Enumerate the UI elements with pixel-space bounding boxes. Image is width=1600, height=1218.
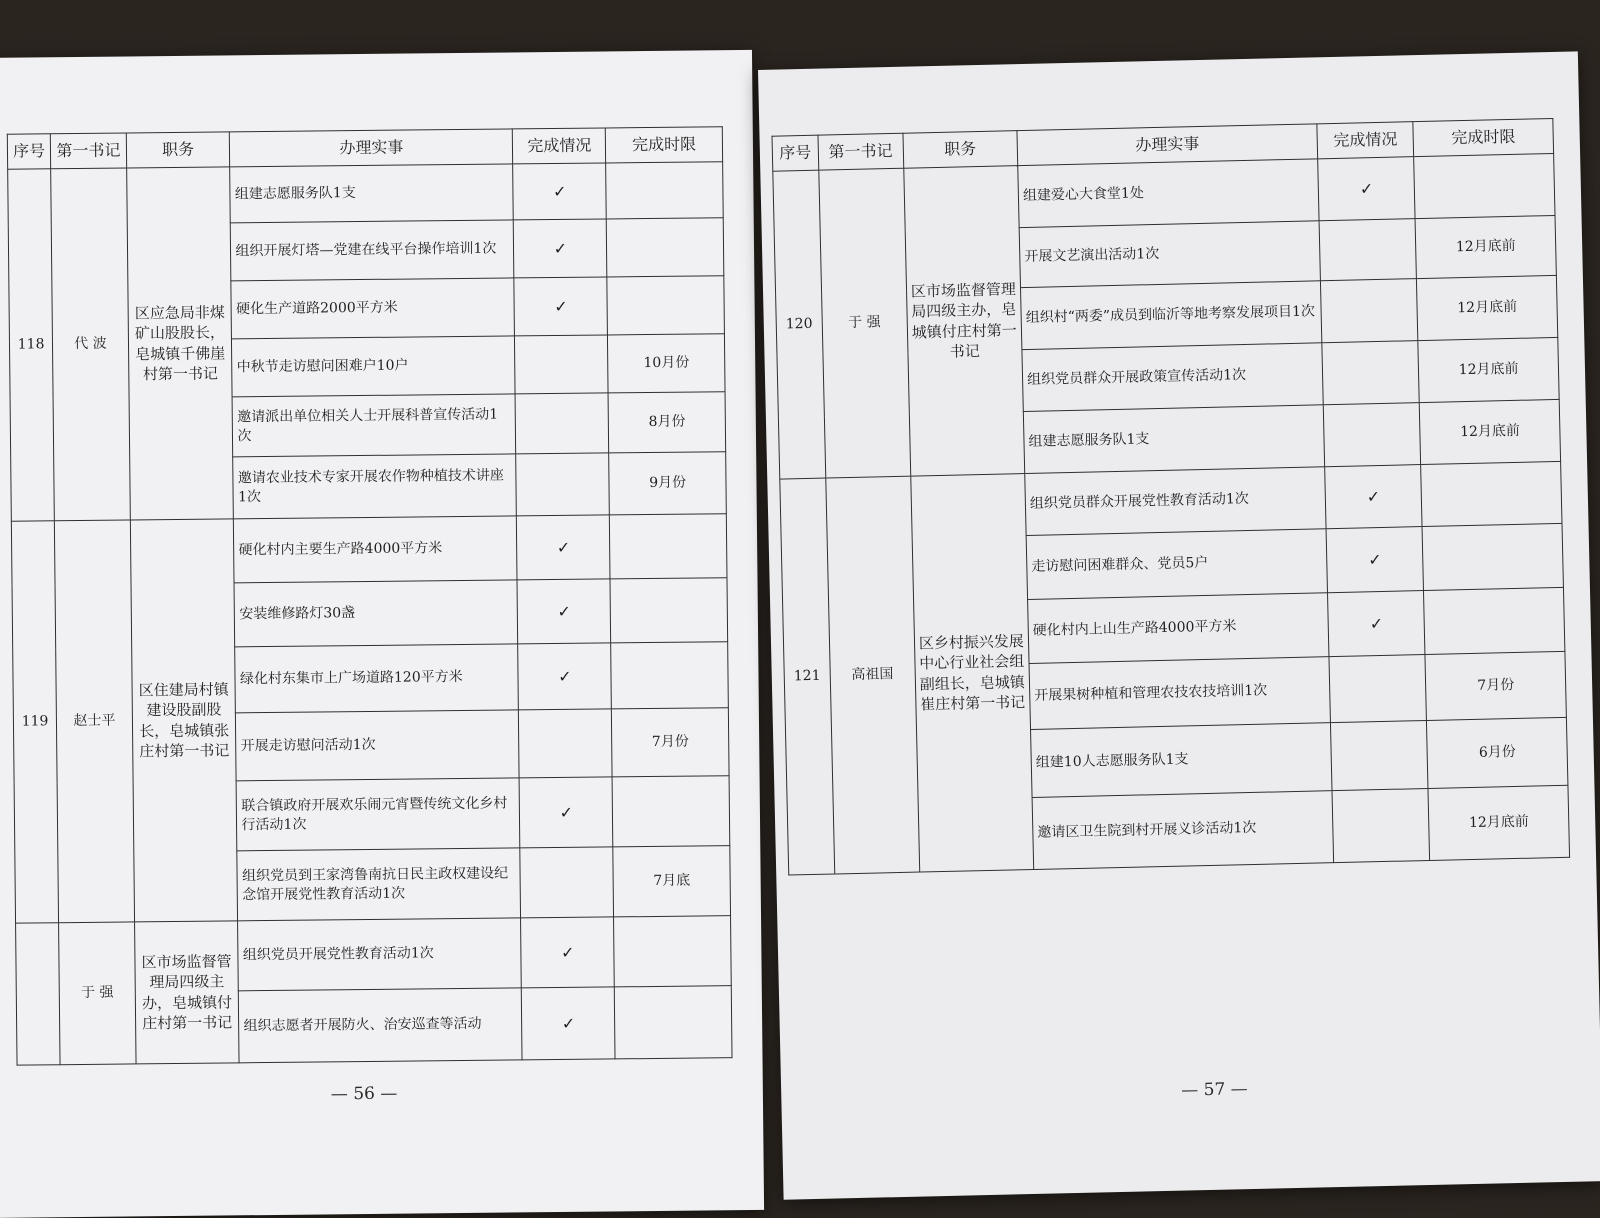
row-number: 120 <box>773 170 826 479</box>
table-row <box>16 916 732 993</box>
header-no: 序号 <box>7 134 51 169</box>
task-cell: 组建志愿服务队1支 <box>230 164 514 223</box>
deadline-cell <box>1421 461 1562 526</box>
task-cell: 组织志愿者开展防火、治安巡查等活动 <box>239 988 523 1063</box>
status-check <box>1322 341 1420 405</box>
status-check: ✓ <box>519 777 613 848</box>
status-check <box>515 393 608 454</box>
deadline-cell: 7月份 <box>1425 651 1566 720</box>
status-check: ✓ <box>514 219 607 278</box>
status-check: ✓ <box>517 515 611 580</box>
status-check: ✓ <box>1318 157 1416 221</box>
status-check: ✓ <box>514 277 607 336</box>
row-number: 118 <box>8 169 55 521</box>
deadline-cell <box>607 218 724 277</box>
header-no: 序号 <box>772 135 819 171</box>
task-cell: 绿化村东集市上广场道路120平方米 <box>235 644 519 713</box>
secretary-name: 赵士平 <box>55 520 135 923</box>
header-position: 职务 <box>126 132 230 168</box>
deadline-cell: 12月底前 <box>1428 785 1569 860</box>
deadline-cell <box>610 578 727 643</box>
row-number <box>16 923 61 1065</box>
row-number: 121 <box>780 478 835 875</box>
deadline-cell <box>611 642 728 709</box>
task-cell: 硬化生产道路2000平方米 <box>231 278 515 339</box>
task-table-left <box>7 126 733 1065</box>
table-body-left <box>8 162 732 1065</box>
deadline-cell <box>606 162 723 219</box>
deadline-cell <box>612 776 729 847</box>
secretary-name: 代 波 <box>51 168 130 521</box>
task-cell: 硬化村内上山生产路4000平方米 <box>1028 593 1329 664</box>
deadline-cell: 12月底前 <box>1418 337 1559 402</box>
status-check: ✓ <box>513 163 606 220</box>
header-task: 办理实事 <box>230 129 513 167</box>
deadline-cell: 8月份 <box>608 392 725 453</box>
status-check <box>1332 788 1430 862</box>
page-number: — 56 — <box>330 1083 398 1105</box>
position-cell: 区市场监督管理局四级主办，皂城镇付庄村第一书记 <box>134 921 239 1064</box>
header-task: 办理实事 <box>1017 124 1318 166</box>
task-cell: 开展走访慰问活动1次 <box>236 710 520 781</box>
status-check <box>519 709 613 778</box>
deadline-cell <box>1424 587 1565 654</box>
left-page <box>0 50 764 1218</box>
task-cell: 组建爱心大食堂1处 <box>1018 159 1319 228</box>
deadline-cell: 9月份 <box>609 452 726 515</box>
deadline-cell <box>1414 153 1555 218</box>
secretary-name: 于 强 <box>819 168 911 478</box>
position-cell: 区乡村振兴发展中心行业社会组副组长，皂城镇崔庄村第一书记 <box>910 474 1033 872</box>
deadline-cell <box>614 916 731 987</box>
status-check: ✓ <box>518 643 612 710</box>
task-cell: 组织党员群众开展政策宣传活动1次 <box>1022 343 1323 412</box>
status-check <box>520 847 614 918</box>
deadline-cell <box>615 986 732 1059</box>
deadline-cell: 12月底前 <box>1419 399 1560 464</box>
task-cell: 硬化村内主要生产路4000平方米 <box>234 516 518 583</box>
task-cell: 邀请农业技术专家开展农作物种植技术讲座1次 <box>233 454 517 519</box>
header-secretary: 第一书记 <box>50 133 126 169</box>
status-check: ✓ <box>1328 591 1426 657</box>
task-cell: 组织村“两委”成员到临沂等地考察发展项目1次 <box>1021 281 1322 350</box>
task-cell: 组织党员开展党性教育活动1次 <box>238 918 522 991</box>
status-check: ✓ <box>1326 527 1424 593</box>
status-check <box>1321 279 1419 343</box>
task-cell: 组织开展灯塔—党建在线平台操作培训1次 <box>231 220 515 281</box>
status-check <box>1329 655 1427 723</box>
position-cell: 区市场监督管理局四级主办，皂城镇付庄村第一书记 <box>903 166 1024 477</box>
deadline-cell: 6月份 <box>1427 717 1568 788</box>
status-check <box>1319 219 1417 281</box>
deadline-cell: 10月份 <box>608 334 725 393</box>
secretary-name: 高祖国 <box>826 476 920 874</box>
task-cell: 开展果树种植和管理农技农技培训1次 <box>1029 657 1330 730</box>
page-number: — 57 — <box>1181 1079 1248 1101</box>
header-secretary: 第一书记 <box>818 133 904 170</box>
task-cell: 组建志愿服务队1支 <box>1023 405 1324 474</box>
deadline-cell: 12月底前 <box>1415 215 1556 278</box>
task-cell: 组织党员群众开展党性教育活动1次 <box>1025 467 1326 536</box>
status-check <box>515 335 608 394</box>
header-position: 职务 <box>903 131 1018 169</box>
status-check: ✓ <box>522 987 616 1060</box>
task-cell: 组织党员到王家湾鲁南抗日民主政权建设纪念馆开展党性教育活动1次 <box>237 848 521 921</box>
task-cell: 走访慰问困难群众、党员5户 <box>1026 529 1327 600</box>
position-cell: 区应急局非煤矿山股股长，皂城镇千佛崖村第一书记 <box>126 167 233 520</box>
task-table-right <box>771 118 1570 876</box>
deadline-cell <box>610 514 727 579</box>
status-check: ✓ <box>517 579 611 644</box>
status-check: ✓ <box>521 917 615 988</box>
task-cell: 开展文艺演出活动1次 <box>1019 221 1320 288</box>
deadline-cell: 7月份 <box>612 708 729 777</box>
deadline-cell: 12月底前 <box>1417 275 1558 340</box>
task-cell: 中秋节走访慰问困难户10户 <box>232 336 516 397</box>
header-status: 完成情况 <box>513 128 606 164</box>
task-cell: 组建10人志愿服务队1支 <box>1031 723 1332 798</box>
right-page <box>758 51 1600 1199</box>
table-body-right <box>773 153 1570 875</box>
deadline-cell <box>607 276 724 335</box>
position-cell: 区住建局村镇建设股副股长，皂城镇张庄村第一书记 <box>130 519 238 922</box>
deadline-cell <box>1422 523 1563 590</box>
status-check <box>516 453 610 516</box>
status-check: ✓ <box>1325 465 1423 529</box>
header-deadline: 完成时限 <box>606 127 723 163</box>
table-row <box>8 162 724 225</box>
deadline-cell: 7月底 <box>613 846 730 917</box>
header-status: 完成情况 <box>1317 122 1414 159</box>
status-check <box>1331 720 1429 790</box>
table-row <box>11 514 727 585</box>
header-deadline: 完成时限 <box>1413 118 1553 156</box>
secretary-name: 于 强 <box>59 922 136 1065</box>
task-cell: 安装维修路灯30盏 <box>234 580 518 647</box>
task-cell: 联合镇政府开展欢乐闹元宵暨传统文化乡村行活动1次 <box>237 778 521 851</box>
task-cell: 邀请派出单位相关人士开展科普宣传活动1次 <box>233 394 517 457</box>
row-number: 119 <box>11 521 58 923</box>
task-cell: 邀请区卫生院到村开展义诊活动1次 <box>1032 791 1334 870</box>
status-check <box>1323 403 1421 467</box>
